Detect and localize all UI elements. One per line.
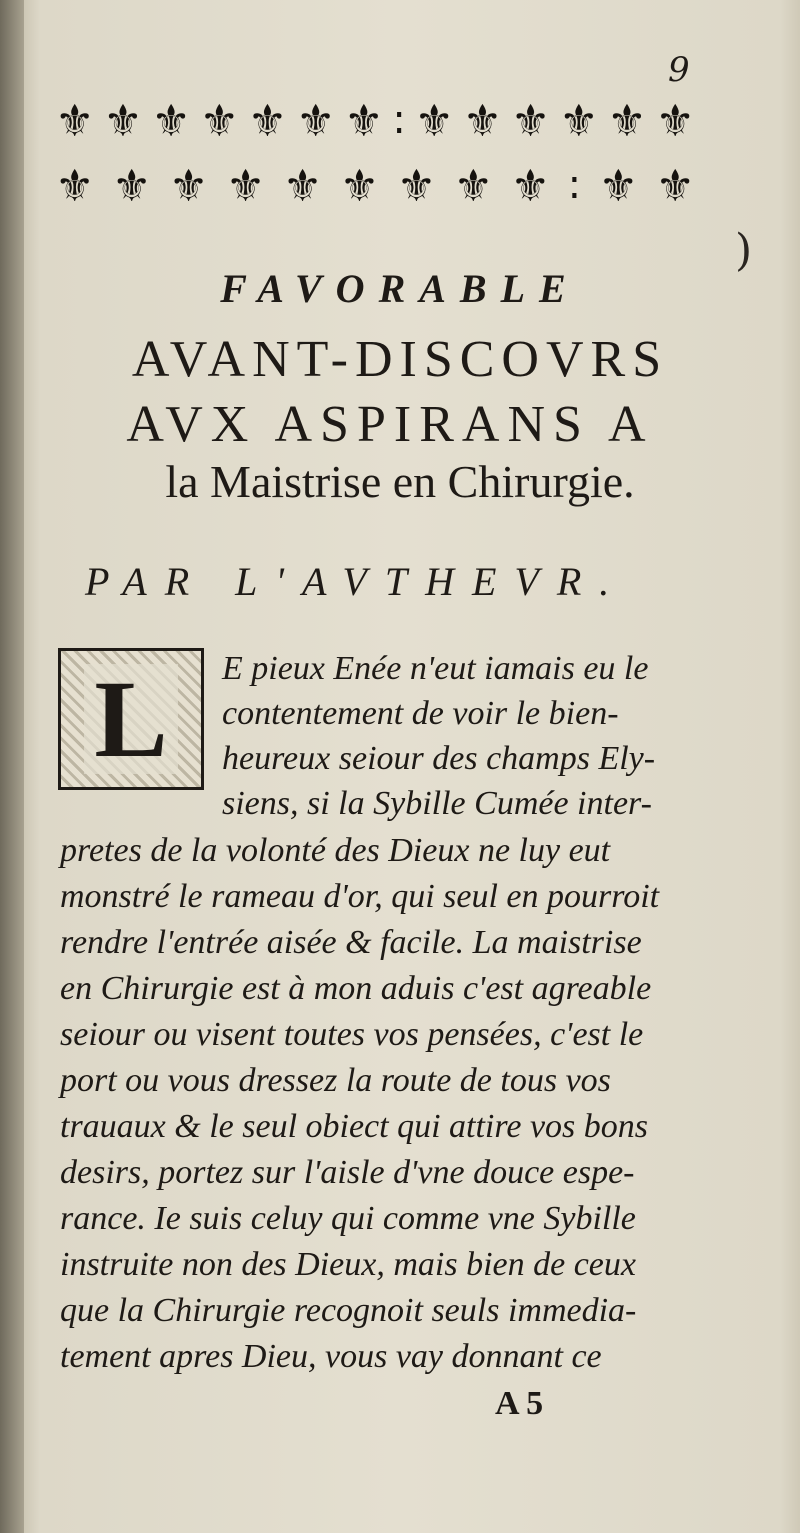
signature-mark: A 5 bbox=[495, 1385, 544, 1422]
fleur-de-lis-icon: ⚜ bbox=[655, 161, 695, 212]
decorated-initial bbox=[58, 648, 204, 790]
fleur-de-lis-icon: ⚜ bbox=[55, 161, 95, 212]
fleur-de-lis-icon: ⚜ bbox=[55, 96, 95, 147]
fleur-de-lis-icon: ⚜ bbox=[247, 96, 288, 147]
body-line: E pieux Enée n'eut iamais eu le bbox=[222, 650, 649, 687]
title-line-2: AVX ASPIRANS A bbox=[126, 396, 654, 453]
body-line: tement apres Dieu, vous vay donnant ce bbox=[60, 1338, 602, 1375]
fleur-de-lis-icon: ⚜ bbox=[559, 96, 599, 147]
fleuron-border-bottom bbox=[55, 161, 695, 212]
body-line: siens, si la Sybille Cumée inter- bbox=[222, 785, 652, 822]
margin-mark: ) bbox=[735, 225, 753, 276]
fleur-de-lis-icon: ⚜ bbox=[225, 161, 266, 212]
fleur-de-lis-icon: ⚜ bbox=[282, 161, 323, 212]
fleur-de-lis-icon: ⚜ bbox=[396, 161, 437, 212]
body-line: pretes de la volonté des Dieux ne luy eut bbox=[60, 832, 611, 869]
fleur-de-lis-icon: ⚜ bbox=[103, 96, 143, 147]
body-line: en Chirurgie est à mon aduis c'est agreable bbox=[60, 970, 652, 1007]
author-byline: PAR L'AVTHEVR. bbox=[85, 559, 628, 604]
fleur-de-lis-icon: ⚜ bbox=[510, 96, 551, 147]
body-line: que la Chirurgie recognoit seuls immedia- bbox=[60, 1292, 637, 1329]
body-line: heureux seiour des champs Ely- bbox=[222, 740, 656, 777]
drop-cap-letter: L bbox=[84, 664, 177, 774]
fleur-de-lis-icon: ⚜ bbox=[344, 96, 384, 147]
fleuron-border-top bbox=[55, 96, 695, 147]
body-line: trauaux & le seul obiect qui attire vos bons bbox=[60, 1108, 648, 1145]
fleur-de-lis-icon: ⚜ bbox=[111, 161, 152, 212]
fleur-de-lis-icon: ⚜ bbox=[339, 161, 380, 212]
body-line: seiour ou visent toutes vos pensées, c'est le bbox=[60, 1016, 644, 1053]
heading-favorable: FAVORABLE bbox=[220, 266, 580, 311]
fleur-de-lis-icon: ⚜ bbox=[607, 96, 647, 147]
body-line: port ou vous dressez la route de tous vos bbox=[60, 1062, 611, 1099]
body-line: desirs, portez sur l'aisle d'vne douce espe- bbox=[60, 1154, 635, 1191]
fleur-de-lis-icon: ⚜ bbox=[655, 96, 695, 147]
page-number: 9 bbox=[668, 50, 690, 90]
fleur-de-lis-icon: ⚜ bbox=[598, 161, 639, 212]
body-line: rance. Ie suis celuy qui comme vne Sybille bbox=[60, 1200, 636, 1237]
fleur-de-lis-icon: ⚜ bbox=[462, 96, 503, 147]
body-line: contentement de voir le bien- bbox=[222, 695, 619, 732]
fleur-de-lis-icon: ⚜ bbox=[168, 161, 209, 212]
body-line: monstré le rameau d'or, qui seul en pourroit bbox=[60, 878, 660, 915]
ornament-separator: : bbox=[392, 97, 406, 143]
fleur-de-lis-icon: ⚜ bbox=[295, 96, 336, 147]
ornament-separator: : bbox=[567, 162, 582, 208]
fleur-de-lis-icon: ⚜ bbox=[453, 161, 494, 212]
fleur-de-lis-icon: ⚜ bbox=[414, 96, 454, 147]
fleur-de-lis-icon: ⚜ bbox=[510, 161, 551, 212]
title-line-3: la Maistrise en Chirurgie. bbox=[165, 456, 635, 507]
body-line: rendre l'entrée aisée & facile. La maistrise bbox=[60, 924, 642, 961]
body-line: instruite non des Dieux, mais bien de ceux bbox=[60, 1246, 636, 1283]
title-line-1: AVANT-DISCOVRS bbox=[131, 331, 669, 388]
fleur-de-lis-icon: ⚜ bbox=[151, 96, 191, 147]
fleur-de-lis-icon: ⚜ bbox=[199, 96, 240, 147]
page-binding-edge bbox=[0, 0, 24, 1533]
